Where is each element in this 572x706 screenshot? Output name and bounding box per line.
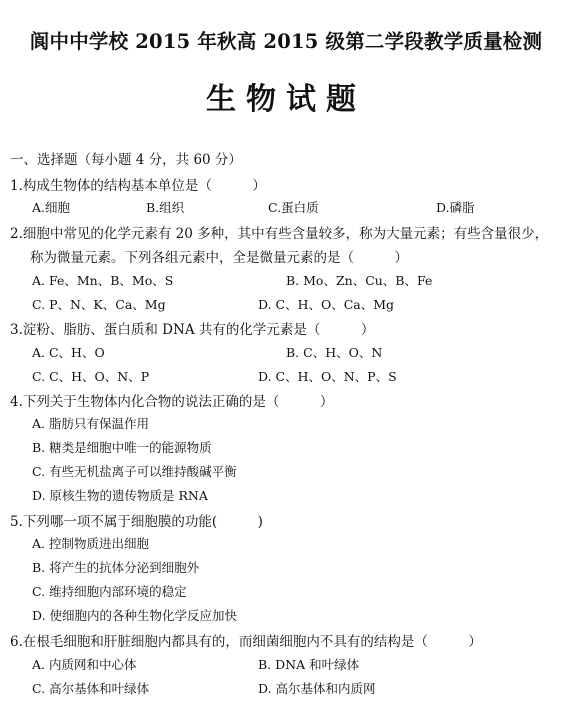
option-b: B. 将产生的抗体分泌到细胞外 <box>32 560 200 575</box>
question-text: 构成生物体的结构基本单位是（ ） <box>22 178 266 194</box>
question-number: 1. <box>10 178 23 194</box>
question-2-continuation: 称为微量元素。下列各组元素中，全是微量元素的是（ ） <box>30 250 408 266</box>
option-d: D. C、H、O、Ca、Mg <box>258 297 395 312</box>
option-c: C. P、N、K、Ca、Mg <box>32 297 166 312</box>
question-number: 4. <box>10 394 23 410</box>
question-6-stem <box>10 630 482 650</box>
question-number: 3. <box>10 322 23 338</box>
option-c: C. 维持细胞内部环境的稳定 <box>32 584 187 599</box>
option-a: A. C、H、O <box>32 345 105 360</box>
question-5-stem <box>10 510 263 530</box>
question-2-stem <box>10 222 548 242</box>
option-c: C. 有些无机盐离子可以维持酸碱平衡 <box>32 464 237 479</box>
option-a: A. Fe、Mn、B、Mo、S <box>32 273 174 288</box>
question-number: 6. <box>10 634 23 650</box>
option-c: C.蛋白质 <box>268 200 319 215</box>
school-exam-title: 阆中中学校 2015 年秋高 2015 级第二学段教学质量检测 <box>29 30 543 53</box>
question-number: 2. <box>10 226 23 242</box>
option-d: D. C、H、O、N、P、S <box>258 369 397 384</box>
question-text: 淀粉、脂肪、蛋白质和 DNA 共有的化学元素是（ ） <box>22 322 375 338</box>
option-a: A. 控制物质进出细胞 <box>32 536 149 551</box>
option-d: D. 使细胞内的各种生物化学反应加快 <box>32 608 238 623</box>
option-b: B. 糖类是细胞中唯一的能源物质 <box>32 440 212 455</box>
question-text: 下列关于生物体内化合物的说法正确的是（ ） <box>22 394 334 410</box>
option-b: B.组织 <box>146 200 185 215</box>
option-d: D. 高尔基体和内质网 <box>258 681 376 696</box>
option-b: B. DNA 和叶绿体 <box>258 657 360 672</box>
option-a: A.细胞 <box>32 200 71 215</box>
option-b: B. C、H、O、N <box>286 345 383 360</box>
option-d: D.磷脂 <box>436 200 475 215</box>
option-c: C. C、H、O、N、P <box>32 369 150 384</box>
question-text: 在根毛细胞和肝脏细胞内都具有的，而细菌细胞内不具有的结构是（ ） <box>22 634 482 650</box>
question-3-stem <box>10 318 374 338</box>
option-a: A. 脂肪只有保温作用 <box>32 416 149 431</box>
option-d: D. 原核生物的遗传物质是 RNA <box>32 488 208 503</box>
question-4-stem <box>10 390 333 410</box>
option-c: C. 高尔基体和叶绿体 <box>32 681 150 696</box>
option-a: A. 内质网和中心体 <box>32 657 137 672</box>
question-text: 细胞中常见的化学元素有 20 多种，其中有些含量较多，称为大量元素；有些含量很少， <box>22 226 549 242</box>
option-b: B. Mo、Zn、Cu、B、Fe <box>286 273 433 288</box>
subject-title: 生物试题 <box>206 82 366 117</box>
section-heading: 一、选择题（每小题 4 分，共 60 分） <box>10 152 242 168</box>
question-number: 5. <box>10 514 23 530</box>
question-1-stem <box>10 174 266 194</box>
question-text: 下列哪一项不属于细胞膜的功能( ) <box>22 514 263 530</box>
